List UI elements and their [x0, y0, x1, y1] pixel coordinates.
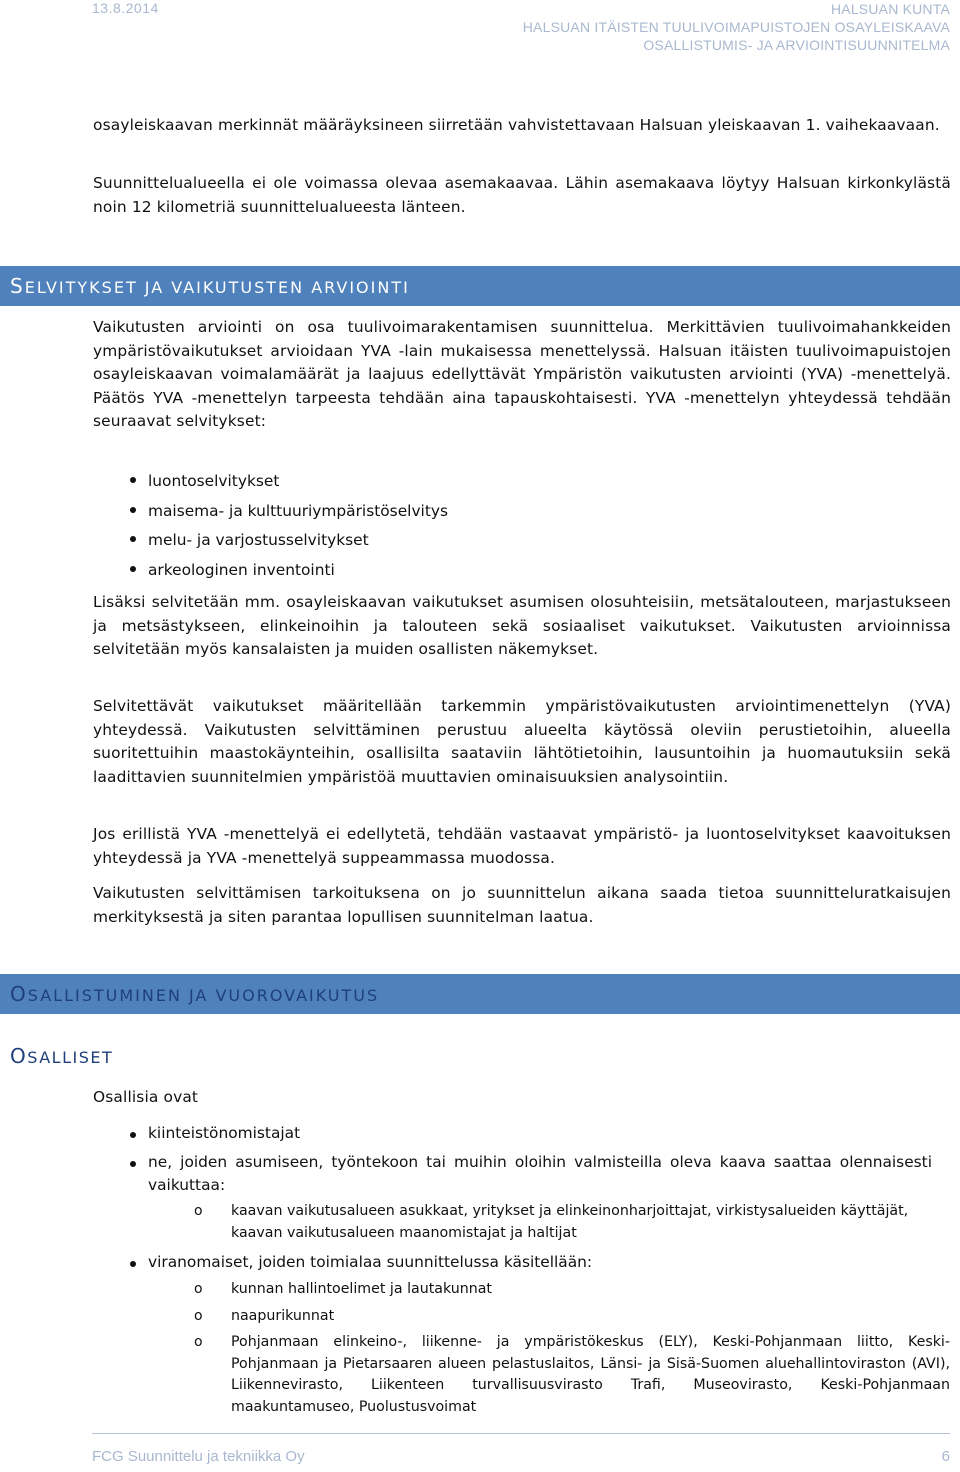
section-heading-band	[0, 266, 960, 306]
participants-lead	[93, 1086, 951, 1110]
participants-sublist-2	[194, 1279, 950, 1418]
list-item-text: arkeologinen inventointi	[148, 560, 335, 579]
list-item-text: viranomaiset, joiden toimialaa suunnittelussa käsitellään:	[148, 1253, 593, 1271]
list-item	[130, 526, 950, 556]
section1-text-3: Selvitettävät vaikutukset määritellään tarkemmin ympäristövaikutusten arviointimenettelyn (YVA) yhteydessä. Vaikutusten selvittäminen perustuu alueelta käytössä oleviin perustietoihin, alueella suoritettuihin maastokäynteihin, osallisilta saataviin lähtötietoihin, lausuntoihin ja huomautuksiin sekä laadittavien suunnitelmien ympäristöä muuttavien ominaisuuksien analysointiin.	[93, 697, 951, 786]
studies-list	[130, 467, 950, 585]
sublist-item-text: naapurikunnat	[231, 1307, 335, 1324]
header-block	[523, 0, 950, 54]
footer-divider	[92, 1433, 950, 1434]
circle-bullet-icon: o	[194, 1334, 203, 1350]
intro-text-2: Suunnittelualueella ei ole voimassa olevaa asemakaavaa. Lähin asemakaava löytyy Halsuan kirkonkylästä noin 12 kilometriä suunnittelualueesta länteen.	[93, 174, 951, 216]
participants-list-1	[130, 1122, 942, 1197]
section1-paragraph-4	[93, 823, 951, 870]
circle-bullet-icon: o	[194, 1307, 203, 1324]
header-municipality: HALSUAN KUNTA	[830, 1, 950, 17]
list-item	[130, 497, 950, 527]
intro-text-1: osayleiskaavan merkinnät määräyksineen siirretään vahvistettavaan Halsuan yleiskaavan 1. vaihekaavaan.	[93, 116, 940, 134]
list-item	[130, 1251, 942, 1274]
section2-heading	[10, 974, 379, 1016]
list-item	[130, 467, 950, 497]
list-item-text: kiinteistönomistajat	[148, 1124, 301, 1142]
section2-heading-initial: O	[10, 982, 28, 1006]
bullet-icon	[130, 536, 136, 542]
bullet-icon	[130, 1261, 136, 1267]
header-plan-name: HALSUAN ITÄISTEN TUULIVOIMAPUISTOJEN OSAYLEISKAAVA	[522, 19, 950, 35]
section-heading-rest: ELVITYKSET JA VAIKUTUSTEN ARVIOINTI	[24, 278, 410, 297]
list-item-text: melu- ja varjostusselvitykset	[148, 531, 369, 549]
subsection-heading-rest: SALLISET	[27, 1048, 114, 1067]
section2-heading-rest: SALLISTUMINEN JA VUOROVAIKUTUS	[27, 986, 380, 1005]
section1-text-4: Jos erillistä YVA -menettelyä ei edellytetä, tehdään vastaavat ympäristö- ja luontoselvitykset kaavoituksen yhteydessä ja YVA -menettelyä suppeammassa muodossa.	[93, 825, 951, 867]
section1-paragraph-2	[93, 591, 951, 662]
list-item	[130, 1151, 942, 1197]
participants-lead-text: Osallisia ovat	[93, 1088, 199, 1106]
list-item-text: maisema- ja kulttuuriympäristöselvitys	[148, 501, 448, 520]
participants-sublist-1	[194, 1201, 950, 1244]
sublist-item	[194, 1201, 950, 1244]
section2-heading-band	[0, 974, 960, 1014]
sublist-item-text: kaavan vaikutusalueen asukkaat, yritykset ja elinkeinonharjoittajat, virkistysalueiden käyttäjät, kaavan vaikutusalueen maanomistajat ja haltijat	[231, 1203, 909, 1241]
list-item-text: ne, joiden asumiseen, työntekoon tai muihin oloihin valmisteilla oleva kaava saattaa olennaisesti vaikuttaa:	[148, 1153, 932, 1194]
section1-text-5: Vaikutusten selvittämisen tarkoituksena on jo suunnittelun aikana saada tietoa suunnitteluratkaisujen merkityksestä ja siten parantaa lopullisen suunnitelman laatua.	[93, 884, 951, 926]
header-date: 13.8.2014	[92, 0, 159, 16]
page-number: 6	[941, 1448, 950, 1465]
section1-paragraph-1	[93, 316, 951, 434]
subsection-heading	[10, 1044, 113, 1068]
sublist-item-text: kunnan hallintoelimet ja lautakunnat	[231, 1281, 492, 1297]
list-item	[130, 556, 950, 586]
intro-paragraph-1	[93, 114, 951, 138]
header-document-type: OSALLISTUMIS- JA ARVIOINTISUUNNITELMA	[643, 37, 950, 53]
section1-paragraph-3	[93, 695, 951, 789]
bullet-icon	[130, 477, 136, 483]
section1-paragraph-5	[93, 882, 951, 929]
bullet-icon	[130, 566, 136, 572]
section1-text-2: Lisäksi selvitetään mm. osayleiskaavan vaikutukset asumisen olosuhteisiin, metsätalouteen, marjastukseen ja metsästykseen, elinkeinoihin ja talouteen sekä sosiaaliset vaikutukset. Vaikutusten arvioinnissa selvitetään myös kansalaisten ja muiden osallisten näkemykset.	[93, 593, 951, 658]
intro-paragraph-2	[93, 172, 951, 219]
section-heading-initial: S	[10, 274, 25, 298]
circle-bullet-icon: o	[194, 1281, 203, 1297]
subsection-heading-initial: O	[10, 1044, 28, 1068]
sublist-item	[194, 1306, 950, 1328]
sublist-item	[194, 1279, 950, 1301]
footer-company: FCG Suunnittelu ja tekniikka Oy	[92, 1448, 305, 1465]
section-heading	[10, 266, 410, 308]
bullet-icon	[130, 507, 136, 513]
sublist-item	[194, 1332, 950, 1418]
circle-bullet-icon: o	[194, 1203, 203, 1219]
participants-list-2	[130, 1251, 942, 1274]
sublist-item-text: Pohjanmaan elinkeino-, liikenne- ja ympäristökeskus (ELY), Keski-Pohjanmaan liitto, Keski-Pohjanmaan ja Pietarsaaren alueen pelastuslaitos, Länsi- ja Sisä-Suomen aluehallintoviraston (AVI), Liikennevirasto, Liikenteen turvallisuusvirasto Trafi, Museovirasto, Keski-Pohjanmaan maakuntamuseo, Puolustusvoimat	[231, 1334, 950, 1415]
bullet-icon	[130, 1132, 136, 1138]
bullet-icon	[130, 1161, 136, 1167]
list-item-text: luontoselvitykset	[148, 472, 280, 490]
section1-text-1: Vaikutusten arviointi on osa tuulivoimarakentamisen suunnittelua. Merkittävien tuulivoimahankkeiden ympäristövaikutukset arvioidaan YVA -lain mukaisessa menettelyssä. Halsuan itäisten tuulivoimapuistojen osayleiskaavan voimalamäärät ja laajuus edellyttävät Ympäristön vaikutusten arviointi (YVA) -menettelyä. Päätös YVA -menettelyn tarpeesta tehdään aina tapauskohtaisesti. YVA -menettelyn yhteydessä tehdään seuraavat selvitykset:	[93, 318, 951, 430]
list-item	[130, 1122, 942, 1145]
